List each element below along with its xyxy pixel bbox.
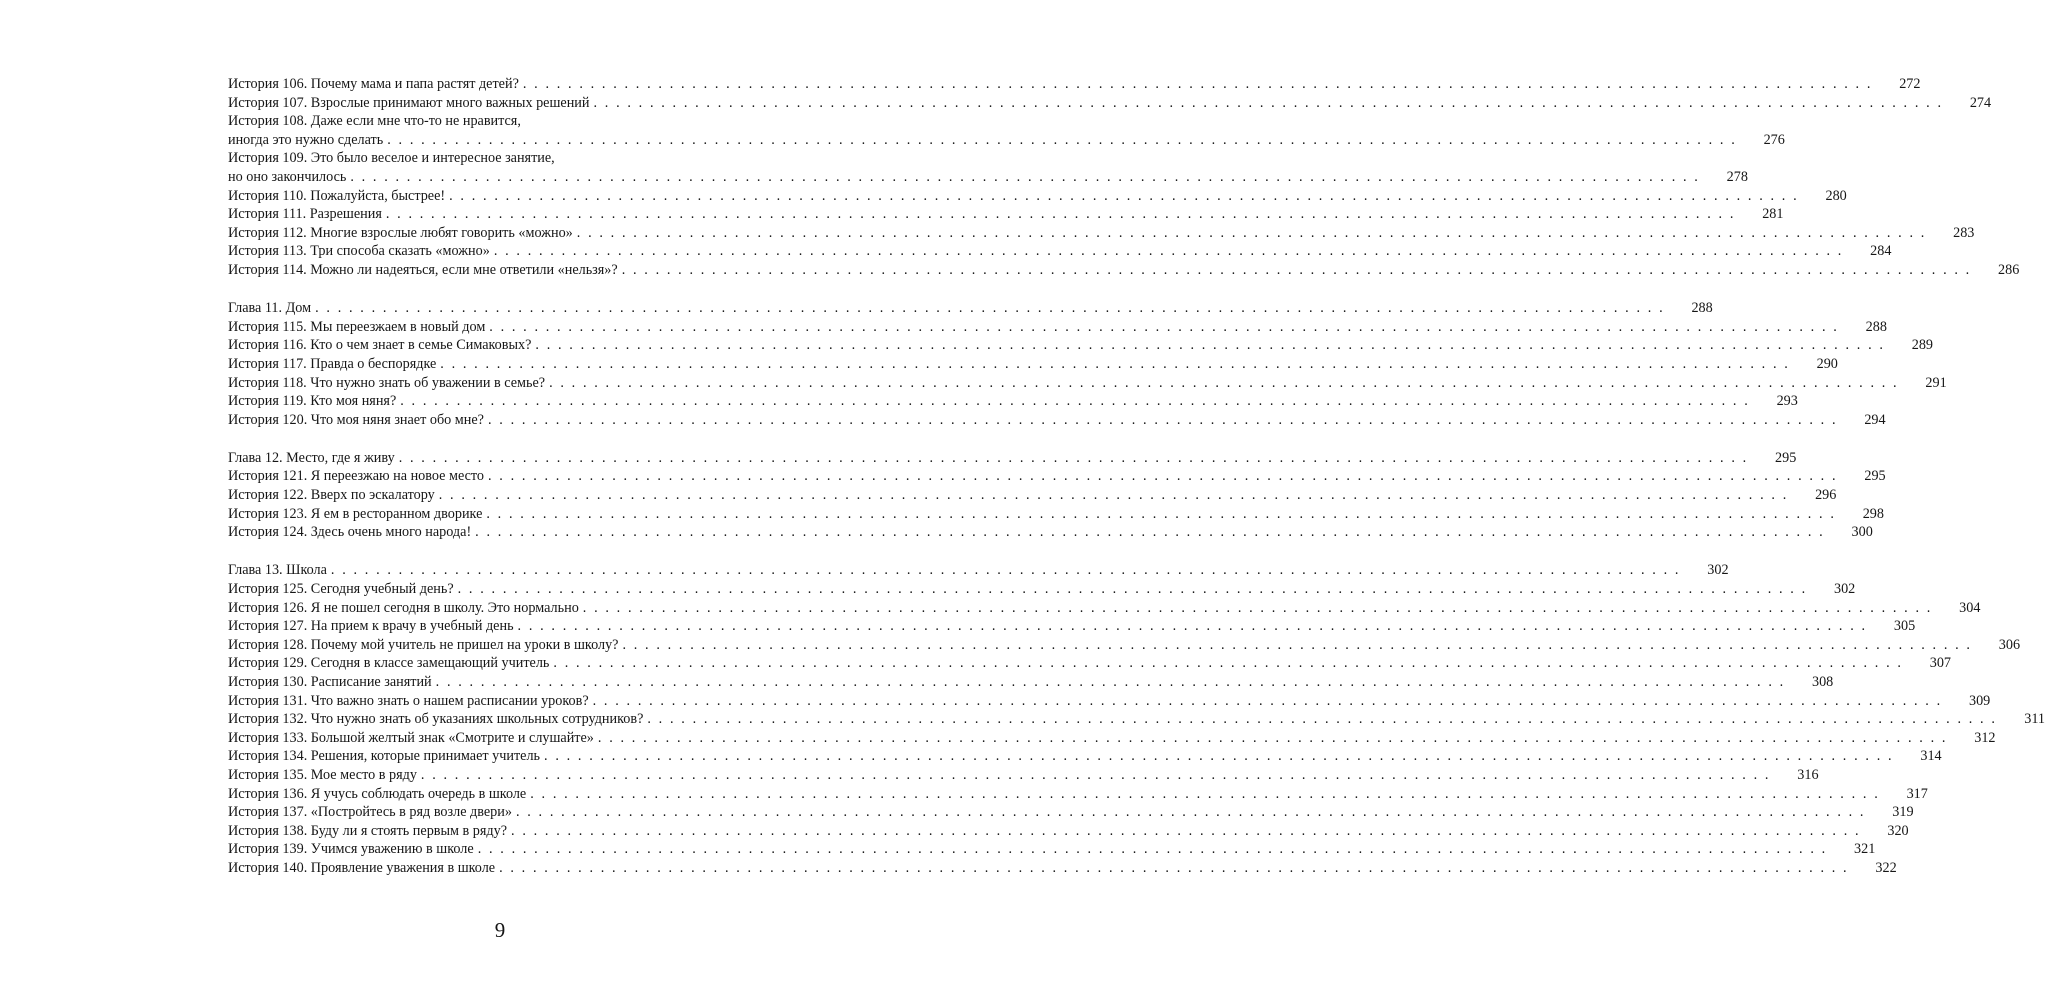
- toc-page-number: 308: [1811, 674, 1834, 690]
- toc-page-number: 289: [1911, 337, 1934, 354]
- toc-page-number: 319: [1892, 804, 1914, 821]
- dot-leader: . . . . . . . . . . . . . . . . . . . . . . . . . . . . . . . . . . . . . . . . . . . . . . . . . . . . . . . . . . . . . . . . . . . . . . . . . . . . . . . . . . . . . . . . . . . . . . . . . . . . . . . . . . . . . . . . . . . . . . . .: [544, 748, 1894, 765]
- toc-entry[interactable]: [228, 374, 1947, 393]
- toc-entry-title: История 114. Можно ли надеяться, если мне ответили «нельзя»?: [228, 261, 618, 278]
- dot-leader: . . . . . . . . . . . . . . . . . . . . . . . . . . . . . . . . . . . . . . . . . . . . . . . . . . . . . . . . . . . . . . . . . . . . . . . . . . . . . . . . . . . . . . . . . . . . . . . . . . . . . . . . . . . . . . . . . . . . . . . .: [440, 355, 1790, 372]
- toc-entry-title-continued: но оно закончилось: [228, 168, 347, 185]
- toc-entry-title: История 110. Пожалуйста, быстрее!: [228, 187, 446, 204]
- dot-leader: . . . . . . . . . . . . . . . . . . . . . . . . . . . . . . . . . . . . . . . . . . . . . . . . . . . . . . . . . . . . . . . . . . . . . . . . . . . . . . . . . . . . . . . . . . . . . . . . . . . . . . . . . . . . . . . . . . . . . . . .: [387, 131, 1737, 148]
- toc-page-number: 305: [1893, 618, 1916, 635]
- dot-leader: . . . . . . . . . . . . . . . . . . . . . . . . . . . . . . . . . . . . . . . . . . . . . . . . . . . . . . . . . . . . . . . . . . . . . . . . . . . . . . . . . . . . . . . . . . . . . . . . . . . . . . . . . . . . . . . . . . . . . . . .: [592, 692, 1943, 709]
- toc-page-number: 307: [1929, 655, 1952, 672]
- toc-entry[interactable]: [228, 336, 1934, 355]
- toc-page-number: 298: [1862, 505, 1884, 522]
- toc-entry-title: История 119. Кто моя няня?: [228, 393, 397, 410]
- toc-entry-title: История 117. Правда о беспорядке: [228, 355, 437, 372]
- toc-entry[interactable]: [228, 580, 1856, 599]
- dot-leader: . . . . . . . . . . . . . . . . . . . . . . . . . . . . . . . . . . . . . . . . . . . . . . . . . . . . . . . . . . . . . . . . . . . . . . . . . . . . . . . . . . . . . . . . . . . . . . . . . . . . . . . . . . . . . . . . . . . . . . . .: [400, 393, 1750, 410]
- toc-page-number: 290: [1816, 355, 1838, 372]
- toc-entry[interactable]: [228, 785, 1928, 804]
- toc-page-number: 280: [1825, 187, 1847, 204]
- dot-leader: . . . . . . . . . . . . . . . . . . . . . . . . . . . . . . . . . . . . . . . . . . . . . . . . . . . . . . . . . . . . . . . . . . . . . . . . . . . . . . . . . . . . . . . . . . . . . . . . . . . . . . . . . . . . . . . . . . . . . . . .: [486, 505, 1836, 522]
- toc-entry-title: История 126. Я не пошел сегодня в школу. Это нормально: [228, 599, 579, 616]
- toc-entry-title: История 139. Учимся уважению в школе: [228, 841, 474, 858]
- dot-leader: . . . . . . . . . . . . . . . . . . . . . . . . . . . . . . . . . . . . . . . . . . . . . . . . . . . . . . . . . . . . . . . . . . . . . . . . . . . . . . . . . . . . . . . . . . . . . . . . . . . . . . . . . . . . . . . . . . . . . . . .: [449, 187, 1799, 204]
- toc-entry-title: История 129. Сегодня в классе замещающий учитель: [228, 655, 550, 672]
- toc-entry-title: История 107. Взрослые принимают много важных решений: [228, 94, 590, 111]
- toc-page-number: 302: [1707, 562, 1729, 579]
- toc-section: [228, 449, 1886, 542]
- toc-entry[interactable]: [228, 318, 1887, 337]
- dot-leader: . . . . . . . . . . . . . . . . . . . . . . . . . . . . . . . . . . . . . . . . . . . . . . . . . . . . . . . . . . . . . . . . . . . . . . . . . . . . . . . . . . . . . . . . . . . . . . . . . . . . . . . . . . . . . . . . . . . . . . . .: [522, 76, 1873, 92]
- toc-entry-title: История 108. Даже если мне что-то не нравится,: [228, 113, 521, 130]
- toc-entry[interactable]: [228, 75, 1921, 94]
- toc-entry[interactable]: [228, 636, 2021, 655]
- toc-page-number: 320: [1887, 822, 1909, 839]
- toc-entry-title: История 140. Проявление уважения в школе: [228, 859, 496, 876]
- toc-entry[interactable]: [228, 561, 1729, 580]
- toc-entry-title: История 131. Что важно знать о нашем расписании уроков?: [228, 692, 589, 709]
- toc-entry-title: Глава 11. Дом: [228, 300, 312, 317]
- dot-leader: . . . . . . . . . . . . . . . . . . . . . . . . . . . . . . . . . . . . . . . . . . . . . . . . . . . . . . . . . . . . . . . . . . . . . . . . . . . . . . . . . . . . . . . . . . . . . . . . . . . . . . . . . . . . . . . . . . . . . . . .: [350, 168, 1700, 185]
- dot-leader: . . . . . . . . . . . . . . . . . . . . . . . . . . . . . . . . . . . . . . . . . . . . . . . . . . . . . . . . . . . . . . . . . . . . . . . . . . . . . . . . . . . . . . . . . . . . . . . . . . . . . . . . . . . . . . . . . . . . . . . .: [622, 636, 1973, 653]
- toc-page-number: 300: [1851, 524, 1873, 541]
- toc-entry[interactable]: [228, 449, 1797, 468]
- dot-leader: . . . . . . . . . . . . . . . . . . . . . . . . . . . . . . . . . . . . . . . . . . . . . . . . . . . . . . . . . . . . . . . . . . . . . . . . . . . . . . . . . . . . . . . . . . . . . . . . . . . . . . . . . . . . . . . . . . . . . . . .: [621, 261, 1972, 278]
- toc-entry-title: История 125. Сегодня учебный день?: [228, 581, 454, 598]
- toc-entry-title: История 113. Три способа сказать «можно»: [228, 243, 490, 260]
- toc-page-number: 272: [1899, 76, 1921, 92]
- dot-leader: . . . . . . . . . . . . . . . . . . . . . . . . . . . . . . . . . . . . . . . . . . . . . . . . . . . . . . . . . . . . . . . . . . . . . . . . . . . . . . . . . . . . . . . . . . . . . . . . . . . . . . . . . . . . . . . . . . . . . . . .: [493, 243, 1844, 260]
- toc-entry-title-continued: иногда это нужно сделать: [228, 131, 384, 148]
- toc-entry[interactable]: [228, 355, 1838, 374]
- toc-page-number: 276: [1763, 131, 1785, 148]
- toc-entry[interactable]: [228, 654, 1952, 673]
- toc-page-number: 295: [1864, 468, 1886, 485]
- dot-leader: . . . . . . . . . . . . . . . . . . . . . . . . . . . . . . . . . . . . . . . . . . . . . . . . . . . . . . . . . . . . . . . . . . . . . . . . . . . . . . . . . . . . . . . . . . . . . . . . . . . . . . . . . . . . . . . . . . . . . . . .: [315, 300, 1665, 317]
- toc-entry[interactable]: [228, 486, 1837, 505]
- toc-page-number: 293: [1776, 393, 1798, 410]
- toc-entry[interactable]: [228, 505, 1884, 524]
- toc-entry-title: История 132. Что нужно знать об указаниях школьных сотрудников?: [228, 711, 644, 728]
- toc-section: [228, 561, 2045, 877]
- page-number: 9: [494, 918, 506, 942]
- toc-section: [228, 75, 2020, 280]
- toc-entry[interactable]: [228, 392, 1798, 411]
- toc-page-number: 274: [1969, 94, 1992, 111]
- dot-leader: . . . . . . . . . . . . . . . . . . . . . . . . . . . . . . . . . . . . . . . . . . . . . . . . . . . . . . . . . . . . . . . . . . . . . . . . . . . . . . . . . . . . . . . . . . . . . . . . . . . . . . . . . . . . . . . . . . . . . . . .: [499, 859, 1849, 876]
- dot-leader: . . . . . . . . . . . . . . . . . . . . . . . . . . . . . . . . . . . . . . . . . . . . . . . . . . . . . . . . . . . . . . . . . . . . . . . . . . . . . . . . . . . . . . . . . . . . . . . . . . . . . . . . . . . . . . . . . . . . . . . .: [553, 655, 1904, 672]
- toc-section: [228, 299, 1947, 429]
- toc-page-number: 302: [1833, 581, 1856, 598]
- toc-entry[interactable]: [228, 224, 1975, 243]
- toc-entry[interactable]: [228, 523, 1873, 542]
- toc-page-number: 284: [1870, 243, 1892, 260]
- toc-page-number: 316: [1797, 766, 1819, 783]
- toc-entry-title: История 130. Расписание занятий: [228, 674, 432, 690]
- toc-entry-title: История 120. Что моя няня знает обо мне?: [228, 411, 484, 428]
- toc-entry[interactable]: [228, 692, 1991, 711]
- toc-entry[interactable]: [228, 299, 1713, 318]
- dot-leader: . . . . . . . . . . . . . . . . . . . . . . . . . . . . . . . . . . . . . . . . . . . . . . . . . . . . . . . . . . . . . . . . . . . . . . . . . . . . . . . . . . . . . . . . . . . . . . . . . . . . . . . . . . . . . . . . . . . . . . . .: [647, 711, 1997, 728]
- dot-leader: . . . . . . . . . . . . . . . . . . . . . . . . . . . . . . . . . . . . . . . . . . . . . . . . . . . . . . . . . . . . . . . . . . . . . . . . . . . . . . . . . . . . . . . . . . . . . . . . . . . . . . . . . . . . . . . . . . . . . . . .: [475, 524, 1825, 541]
- toc-page-number: 314: [1920, 748, 1942, 765]
- toc-entry-title: История 115. Мы переезжаем в новый дом: [228, 318, 486, 335]
- toc-page-number: 296: [1815, 487, 1837, 504]
- dot-leader: . . . . . . . . . . . . . . . . . . . . . . . . . . . . . . . . . . . . . . . . . . . . . . . . . . . . . . . . . . . . . . . . . . . . . . . . . . . . . . . . . . . . . . . . . . . . . . . . . . . . . . . . . . . . . . . . . . . . . . . .: [515, 804, 1866, 821]
- toc-page-number: 283: [1953, 224, 1975, 241]
- toc-entry-title: История 128. Почему мой учитель не пришел на уроки в школу?: [228, 636, 619, 653]
- toc-entry-title: История 116. Кто о чем знает в семье Симаковых?: [228, 337, 532, 354]
- dot-leader: . . . . . . . . . . . . . . . . . . . . . . . . . . . . . . . . . . . . . . . . . . . . . . . . . . . . . . . . . . . . . . . . . . . . . . . . . . . . . . . . . . . . . . . . . . . . . . . . . . . . . . . . . . . . . . . . . . . . . . . .: [597, 729, 1948, 746]
- toc-entry[interactable]: [228, 822, 1909, 841]
- dot-leader: . . . . . . . . . . . . . . . . . . . . . . . . . . . . . . . . . . . . . . . . . . . . . . . . . . . . . . . . . . . . . . . . . . . . . . . . . . . . . . . . . . . . . . . . . . . . . . . . . . . . . . . . . . . . . . . . . . . . . . . .: [398, 449, 1749, 466]
- toc-entry[interactable]: [228, 766, 1819, 785]
- toc-entry-title: История 133. Большой желтый знак «Смотрите и слушайте»: [228, 729, 594, 746]
- toc-page-number: 288: [1691, 300, 1713, 317]
- toc-page-number: 306: [1998, 636, 2021, 653]
- dot-leader: . . . . . . . . . . . . . . . . . . . . . . . . . . . . . . . . . . . . . . . . . . . . . . . . . . . . . . . . . . . . . . . . . . . . . . . . . . . . . . . . . . . . . . . . . . . . . . . . . . . . . . . . . . . . . . . . . . . . . . . .: [477, 841, 1828, 858]
- toc-page-number: 286: [1998, 261, 2020, 278]
- dot-leader: . . . . . . . . . . . . . . . . . . . . . . . . . . . . . . . . . . . . . . . . . . . . . . . . . . . . . . . . . . . . . . . . . . . . . . . . . . . . . . . . . . . . . . . . . . . . . . . . . . . . . . . . . . . . . . . . . . . . . . . .: [489, 318, 1839, 335]
- dot-leader: . . . . . . . . . . . . . . . . . . . . . . . . . . . . . . . . . . . . . . . . . . . . . . . . . . . . . . . . . . . . . . . . . . . . . . . . . . . . . . . . . . . . . . . . . . . . . . . . . . . . . . . . . . . . . . . . . . . . . . . .: [457, 581, 1808, 598]
- toc-entry[interactable]: [228, 859, 1897, 878]
- toc-entry[interactable]: [228, 747, 1942, 766]
- toc-entry[interactable]: [228, 599, 1981, 618]
- dot-leader: . . . . . . . . . . . . . . . . . . . . . . . . . . . . . . . . . . . . . . . . . . . . . . . . . . . . . . . . . . . . . . . . . . . . . . . . . . . . . . . . . . . . . . . . . . . . . . . . . . . . . . . . . . . . . . . . . . . . . . . .: [487, 411, 1838, 428]
- toc-page-number: 304: [1959, 599, 1981, 616]
- toc-entry[interactable]: [228, 149, 1748, 186]
- dot-leader: . . . . . . . . . . . . . . . . . . . . . . . . . . . . . . . . . . . . . . . . . . . . . . . . . . . . . . . . . . . . . . . . . . . . . . . . . . . . . . . . . . . . . . . . . . . . . . . . . . . . . . . . . . . . . . . . . . . . . . . .: [582, 599, 1933, 616]
- toc-page-number: 312: [1974, 729, 1996, 746]
- dot-leader: . . . . . . . . . . . . . . . . . . . . . . . . . . . . . . . . . . . . . . . . . . . . . . . . . . . . . . . . . . . . . . . . . . . . . . . . . . . . . . . . . . . . . . . . . . . . . . . . . . . . . . . . . . . . . . . . . . . . . . . .: [488, 468, 1838, 485]
- toc-entry-title: История 109. Это было веселое и интересное занятие,: [228, 150, 555, 167]
- table-of-contents: [228, 75, 2045, 897]
- toc-entry[interactable]: [228, 261, 2020, 280]
- toc-page-number: 309: [1968, 692, 1991, 709]
- toc-page-number: 288: [1865, 318, 1887, 335]
- dot-leader: . . . . . . . . . . . . . . . . . . . . . . . . . . . . . . . . . . . . . . . . . . . . . . . . . . . . . . . . . . . . . . . . . . . . . . . . . . . . . . . . . . . . . . . . . . . . . . . . . . . . . . . . . . . . . . . . . . . . . . . .: [549, 374, 1899, 391]
- toc-entry-title: История 134. Решения, которые принимает учитель: [228, 748, 541, 765]
- toc-entry[interactable]: [228, 803, 1914, 822]
- toc-entry[interactable]: [228, 205, 1784, 224]
- toc-entry[interactable]: [228, 411, 1886, 430]
- toc-entry-title: История 124. Здесь очень много народа!: [228, 524, 472, 541]
- toc-entry-title: История 135. Мое место в ряду: [228, 766, 417, 783]
- toc-entry[interactable]: [228, 673, 1834, 692]
- toc-entry[interactable]: [228, 710, 2045, 729]
- dot-leader: . . . . . . . . . . . . . . . . . . . . . . . . . . . . . . . . . . . . . . . . . . . . . . . . . . . . . . . . . . . . . . . . . . . . . . . . . . . . . . . . . . . . . . . . . . . . . . . . . . . . . . . . . . . . . . . . . . . . . . . .: [517, 618, 1868, 635]
- toc-entry[interactable]: [228, 242, 1892, 261]
- dot-leader: . . . . . . . . . . . . . . . . . . . . . . . . . . . . . . . . . . . . . . . . . . . . . . . . . . . . . . . . . . . . . . . . . . . . . . . . . . . . . . . . . . . . . . . . . . . . . . . . . . . . . . . . . . . . . . . . . . . . . . . .: [385, 206, 1736, 223]
- toc-entry-title: История 121. Я переезжаю на новое место: [228, 468, 485, 485]
- toc-entry-title: История 137. «Постройтесь в ряд возле двери»: [228, 804, 512, 821]
- toc-page-number: 291: [1925, 374, 1947, 391]
- toc-entry[interactable]: [228, 112, 1785, 149]
- toc-entry[interactable]: [228, 729, 1996, 748]
- toc-entry[interactable]: [228, 617, 1916, 636]
- toc-page-number: 317: [1906, 785, 1928, 802]
- toc-entry-title: История 118. Что нужно знать об уважении в семье?: [228, 374, 546, 391]
- toc-entry-title: История 123. Я ем в ресторанном дворике: [228, 505, 483, 522]
- dot-leader: . . . . . . . . . . . . . . . . . . . . . . . . . . . . . . . . . . . . . . . . . . . . . . . . . . . . . . . . . . . . . . . . . . . . . . . . . . . . . . . . . . . . . . . . . . . . . . . . . . . . . . . . . . . . . . . . . . . . . . . .: [511, 822, 1861, 839]
- toc-entry-title: История 112. Многие взрослые любят говорить «можно»: [228, 224, 573, 241]
- toc-entry-title: История 122. Вверх по эскалатору: [228, 487, 435, 504]
- dot-leader: . . . . . . . . . . . . . . . . . . . . . . . . . . . . . . . . . . . . . . . . . . . . . . . . . . . . . . . . . . . . . . . . . . . . . . . . . . . . . . . . . . . . . . . . . . . . . . . . . . . . . . . . . . . . . . . . . . . . . . . .: [438, 487, 1789, 504]
- toc-entry[interactable]: [228, 467, 1886, 486]
- toc-page-number: 322: [1875, 859, 1897, 876]
- toc-page-number: 311: [2024, 711, 2045, 728]
- toc-page-number: 281: [1762, 206, 1784, 223]
- dot-leader: . . . . . . . . . . . . . . . . . . . . . . . . . . . . . . . . . . . . . . . . . . . . . . . . . . . . . . . . . . . . . . . . . . . . . . . . . . . . . . . . . . . . . . . . . . . . . . . . . . . . . . . . . . . . . . . . . . . . . . . .: [330, 562, 1681, 579]
- dot-leader: . . . . . . . . . . . . . . . . . . . . . . . . . . . . . . . . . . . . . . . . . . . . . . . . . . . . . . . . . . . . . . . . . . . . . . . . . . . . . . . . . . . . . . . . . . . . . . . . . . . . . . . . . . . . . . . . . . . . . . . .: [435, 674, 1786, 690]
- toc-entry-title: История 136. Я учусь соблюдать очередь в школе: [228, 785, 527, 802]
- toc-entry[interactable]: [228, 187, 1847, 206]
- toc-entry-title: История 127. На прием к врачу в учебный день: [228, 618, 514, 635]
- toc-entry-title: История 138. Буду ли я стоять первым в ряду?: [228, 822, 508, 839]
- toc-entry[interactable]: [228, 94, 1992, 113]
- toc-entry-title: Глава 13. Школа: [228, 562, 327, 579]
- dot-leader: . . . . . . . . . . . . . . . . . . . . . . . . . . . . . . . . . . . . . . . . . . . . . . . . . . . . . . . . . . . . . . . . . . . . . . . . . . . . . . . . . . . . . . . . . . . . . . . . . . . . . . . . . . . . . . . . . . . . . . . .: [576, 224, 1927, 241]
- toc-page-number: 294: [1864, 411, 1886, 428]
- dot-leader: . . . . . . . . . . . . . . . . . . . . . . . . . . . . . . . . . . . . . . . . . . . . . . . . . . . . . . . . . . . . . . . . . . . . . . . . . . . . . . . . . . . . . . . . . . . . . . . . . . . . . . . . . . . . . . . . . . . . . . . .: [420, 766, 1771, 783]
- toc-entry-title: История 106. Почему мама и папа растят детей?: [228, 76, 519, 92]
- dot-leader: . . . . . . . . . . . . . . . . . . . . . . . . . . . . . . . . . . . . . . . . . . . . . . . . . . . . . . . . . . . . . . . . . . . . . . . . . . . . . . . . . . . . . . . . . . . . . . . . . . . . . . . . . . . . . . . . . . . . . . . .: [593, 94, 1944, 111]
- toc-page-number: 295: [1775, 449, 1797, 466]
- toc-page-number: 321: [1854, 841, 1876, 858]
- dot-leader: . . . . . . . . . . . . . . . . . . . . . . . . . . . . . . . . . . . . . . . . . . . . . . . . . . . . . . . . . . . . . . . . . . . . . . . . . . . . . . . . . . . . . . . . . . . . . . . . . . . . . . . . . . . . . . . . . . . . . . . .: [530, 785, 1880, 802]
- toc-entry-title: История 111. Разрешения: [228, 206, 382, 223]
- toc-entry-title: Глава 12. Место, где я живу: [228, 449, 395, 466]
- toc-page-number: 278: [1726, 168, 1748, 185]
- toc-entry[interactable]: [228, 840, 1876, 859]
- dot-leader: . . . . . . . . . . . . . . . . . . . . . . . . . . . . . . . . . . . . . . . . . . . . . . . . . . . . . . . . . . . . . . . . . . . . . . . . . . . . . . . . . . . . . . . . . . . . . . . . . . . . . . . . . . . . . . . . . . . . . . . .: [535, 337, 1886, 354]
